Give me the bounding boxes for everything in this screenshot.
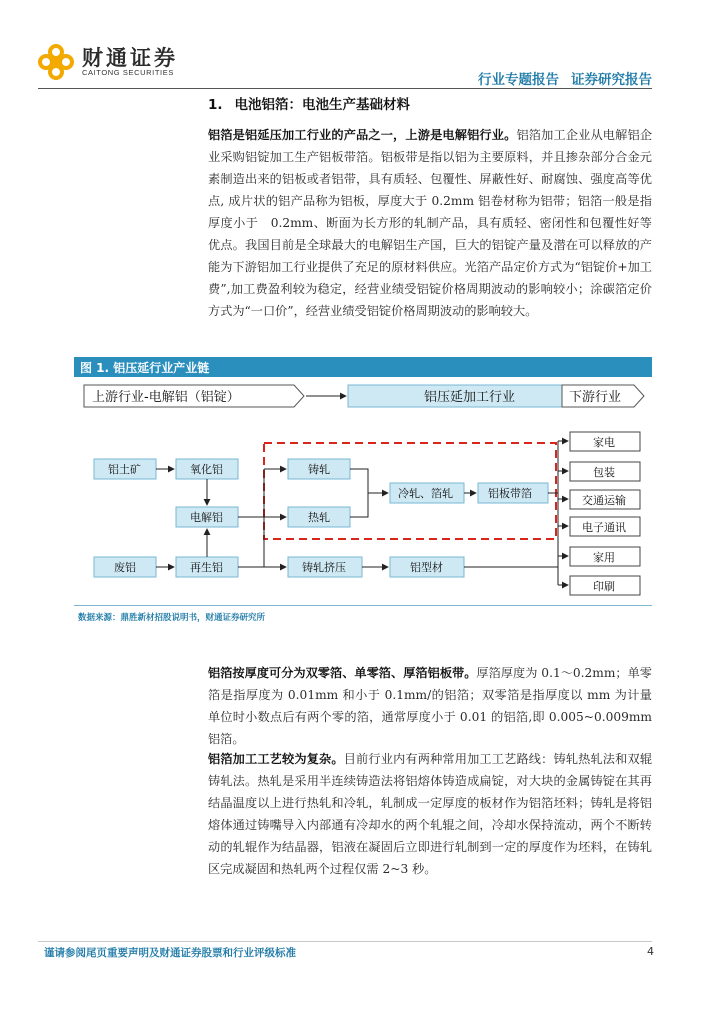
paragraph-lead: 铝箔按厚度可分为双零箔、单零箔、厚箔铝板带。 [208, 666, 477, 680]
paragraph-body: 铝箔加工企业从电解铝企业采购铝锭加工生产铝板带箔。铝板带是指以铝为主要原料，并且掺杂部分合金元素制造出来的铝板或者铝带，具有质轻、包覆性、屏蔽性好、耐腐蚀、强度高等优点, 成片状的铝产品称为铝板，厚度大于 0.2mm 铝卷材称为铝带；铝箔一般是指厚度小于 0.2mm、断面为长方形的轧制产品，具有质轻、密闭性和包覆性好等优点。我国目前是全球最大的电解铝生产国，巨大的铝锭产量及潜在可以释放的产能为下游铝加工行业提供了充足的原材料供应。光箔产品定价方式为“铝锭价+加工费”,加工费盈利较为稳定，经营业绩受铝锭价格周期波动的影响较小；涂碳箔定价方式为“一口价”，经营业绩受铝锭价格周期波动的影响较大。 [208, 128, 652, 318]
downstream-label-packaging: 包装 [593, 466, 615, 479]
upstream-band-label: 上游行业-电解铝（铝锭） [92, 390, 240, 405]
footer-divider [38, 941, 652, 942]
downstream-label-household: 家用 [593, 551, 615, 564]
section-number: 1. [208, 97, 223, 113]
cold-foil-label: 冷轧、箔轧 [398, 487, 453, 500]
figure-bottom-rule [74, 605, 652, 606]
figure-title: 图 1. 铝压延行业产业链 [80, 361, 210, 375]
cast-roll-label: 铸轧 [308, 463, 330, 476]
logo-english-name: CAITONG SECURITIES [82, 68, 174, 77]
figure-source: 数据来源：鼎胜新材招股说明书，财通证券研究所 [78, 613, 266, 623]
industry-chain-diagram [74, 377, 652, 603]
bauxite-label: 铝土矿 [108, 463, 141, 476]
logo-chinese-name: 财通证券 [82, 45, 178, 70]
downstream-label-printing: 印刷 [593, 580, 615, 593]
sheet-strip-foil-label: 铝板带箔 [488, 487, 532, 500]
caitong-logo-icon [38, 44, 74, 80]
electrolytic-label: 电解铝 [190, 511, 223, 524]
paragraph-body: 厚箔厚度为 0.1～0.2mm；单零箔是指厚度为 0.01mm 和小于 0.1mm/的铝箔；双零箔是指厚度以 mm 为计量单位时小数点后有两个零的箔，通常厚度小于 0.01 的铝箔,即 0.005~0.009mm 铝箔。 [208, 666, 652, 746]
midstream-band-label: 铝压延加工行业 [424, 390, 516, 405]
profile-label: 铝型材 [410, 561, 443, 574]
alumina-label: 氧化铝 [190, 463, 223, 476]
cast-extrude-label: 铸轧挤压 [302, 561, 346, 574]
downstream-label-transport: 交通运输 [582, 494, 626, 507]
report-kind-label: 证券研究报告 [571, 72, 652, 88]
hot-roll-label: 热轧 [308, 511, 330, 524]
paragraph-body: 目前行业内有两种常用加工工艺路线：铸轧热轧法和双辊铸轧法。热轧是采用半连续铸造法将铝熔体铸造成扁锭，对大块的金属铸锭在其再结晶温度以上进行热轧和冷轧，轧制成一定厚度的板材作为铝箔坯料；铸轧是将铝熔体通过铸嘴导入内部通有冷却水的两个轧辊之间，冷却水保持流动，两个不断转动的轧辊作为结晶器，铝液在凝固后立即进行轧制到一定的厚度作为坯料，在铸轧区完成凝固和热轧两个过程仅需 2~3 秒。 [208, 752, 653, 876]
paragraph-foil-process [208, 748, 652, 880]
connector-rolls-merge [350, 469, 368, 517]
paragraph-industry-position [208, 124, 652, 322]
recycled-label: 再生铝 [190, 561, 223, 574]
downstream-label-appliances: 家电 [593, 436, 615, 449]
report-header-labels [478, 68, 652, 88]
paragraph-lead: 铝箔加工工艺较为复杂。 [208, 752, 344, 766]
paragraph-foil-thickness [208, 662, 652, 750]
footer-disclaimer-link[interactable]: 谨请参阅尾页重要声明及财通证券股票和行业评级标准 [44, 947, 296, 959]
scrap-label: 废铝 [114, 561, 136, 574]
downstream-label-electronics: 电子通讯 [582, 521, 626, 534]
header-divider [38, 88, 652, 89]
section-title: 电池铝箔：电池生产基础材料 [234, 97, 411, 113]
report-type-label: 行业专题报告 [478, 72, 559, 88]
section-heading [208, 93, 410, 113]
paragraph-lead: 铝箔是铝延压加工行业的产品之一，上游是电解铝行业。 [208, 128, 517, 142]
page-number: 4 [647, 945, 654, 958]
downstream-band-label: 下游行业 [569, 390, 622, 405]
